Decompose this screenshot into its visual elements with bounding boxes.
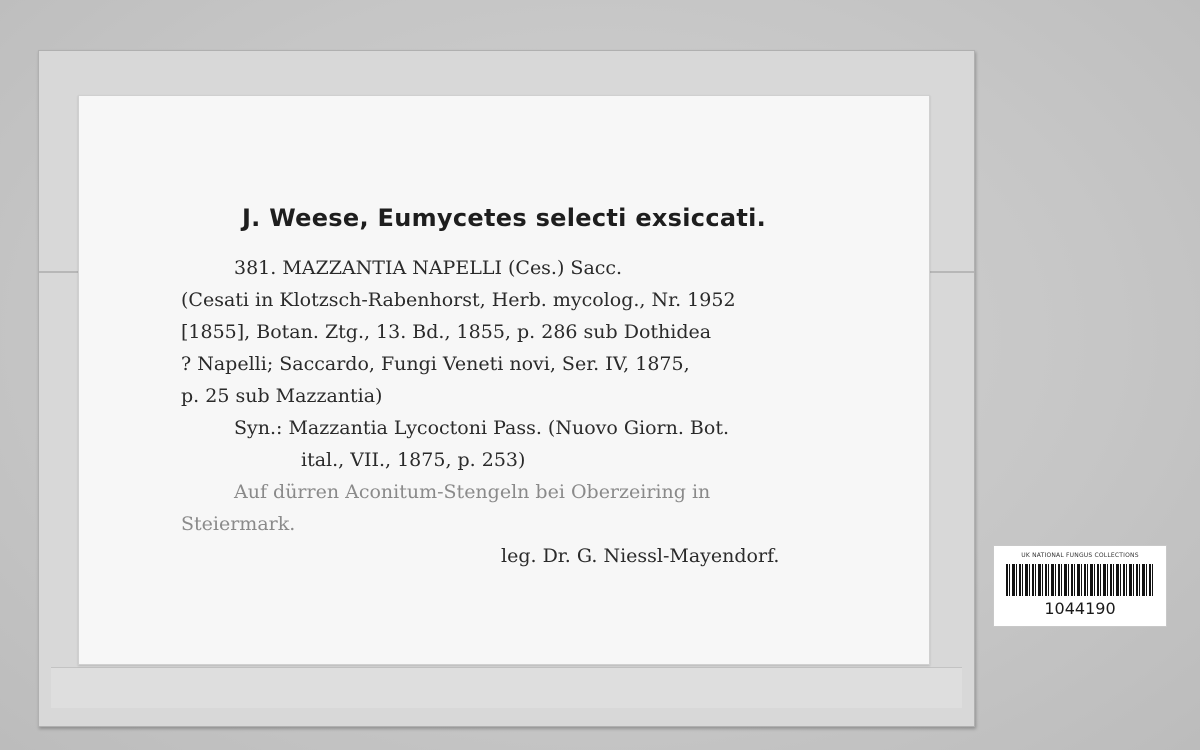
label-line-collector: leg. Dr. G. Niessl-Mayendorf. <box>501 545 780 567</box>
label-line-citation-1: (Cesati in Klotzsch-Rabenhorst, Herb. mycolog., Nr. 1952 <box>181 289 736 311</box>
label-line-habitat-2: Steiermark. <box>181 513 296 535</box>
barcode-card <box>993 545 1167 627</box>
barcode-icon <box>1006 564 1154 596</box>
barcode-organization: UK NATIONAL FUNGUS COLLECTIONS <box>1021 552 1139 559</box>
herbarium-label <box>78 95 930 665</box>
label-line-synonym-1: Syn.: Mazzantia Lycoctoni Pass. (Nuovo Giorn. Bot. <box>234 417 730 439</box>
barcode-number: 1044190 <box>1044 599 1116 618</box>
packet-bottom-flap <box>51 667 962 708</box>
label-title: J. Weese, Eumycetes selecti exsiccati. <box>241 204 767 232</box>
label-line-habitat-1: Auf dürren Aconitum-Stengeln bei Oberzeiring in <box>234 481 711 503</box>
label-line-synonym-2: ital., VII., 1875, p. 253) <box>301 449 526 471</box>
label-line-citation-4: p. 25 sub Mazzantia) <box>181 385 383 407</box>
label-line-species: 381. MAZZANTIA NAPELLI (Ces.) Sacc. <box>234 257 623 279</box>
label-line-citation-3: ? Napelli; Saccardo, Fungi Veneti novi, Ser. IV, 1875, <box>181 353 690 375</box>
label-line-citation-2: [1855], Botan. Ztg., 13. Bd., 1855, p. 286 sub Dothidea <box>181 321 712 343</box>
